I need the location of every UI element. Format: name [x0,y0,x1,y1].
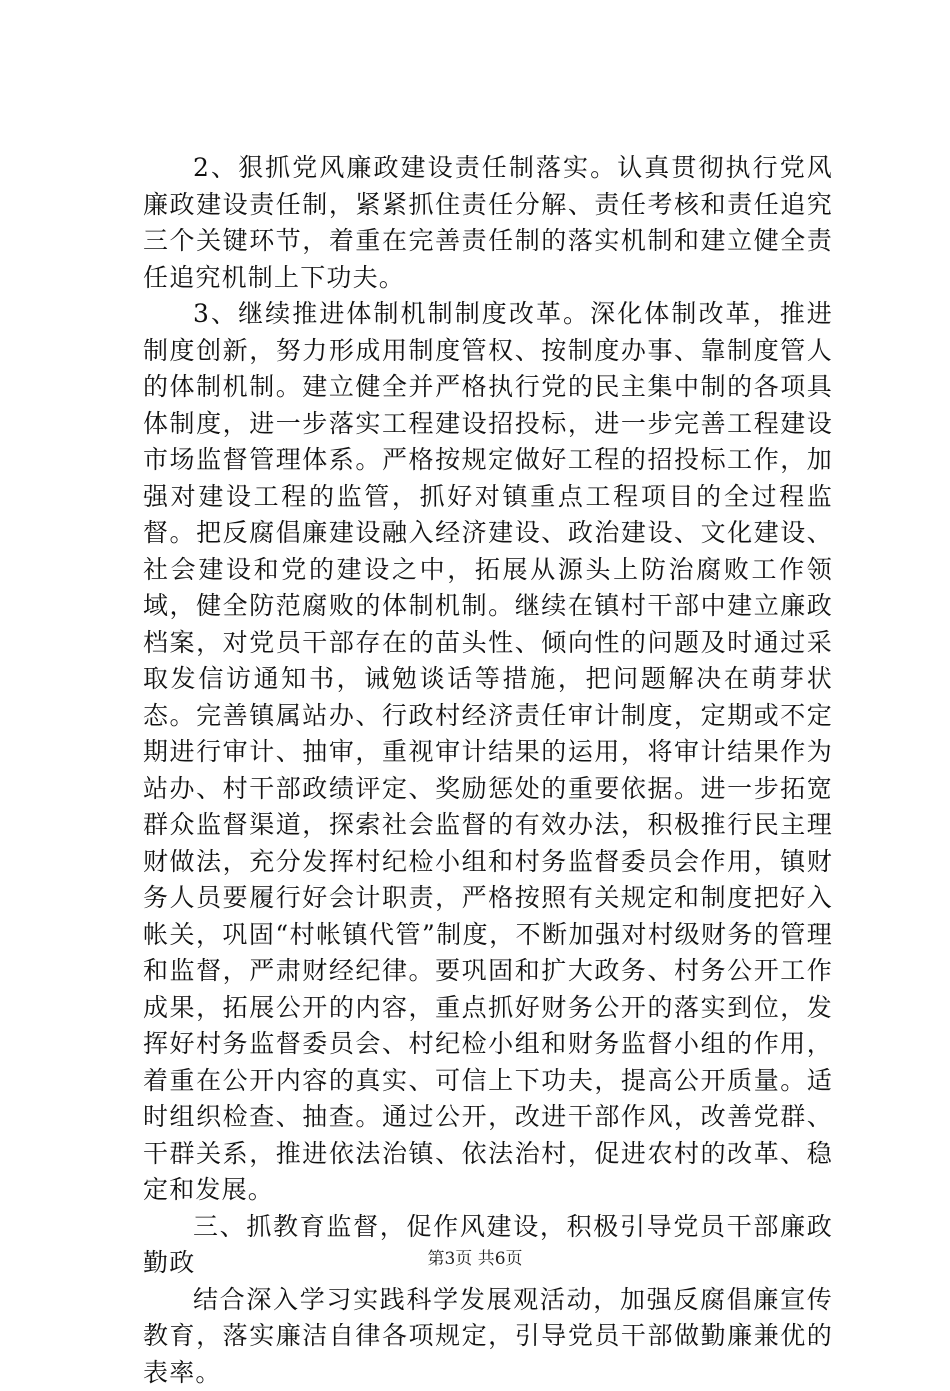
document-body [143,150,833,1391]
section-heading-education-supervision: 三、抓教育监督，促作风建设，积极引导党员干部廉政勤政 [143,1209,833,1282]
paragraph-responsibility-system: 2、狠抓党风廉政建设责任制落实。认真贯彻执行党风廉政建设责任制，紧紧抓住责任分解、责任考核和责任追究三个关键环节，着重在完善责任制的落实机制和建立健全责任追究机制上下功夫。 [143,150,833,296]
paragraph-education-supervision: 结合深入学习实践科学发展观活动，加强反腐倡廉宣传教育，落实廉洁自律各项规定，引导党员干部做勤廉兼优的表率。 [143,1282,833,1391]
page-footer: 第3页 共6页 [0,1244,950,1269]
paragraph-institutional-reform: 3、继续推进体制机制制度改革。深化体制改革，推进制度创新，努力形成用制度管权、按制度办事、靠制度管人的体制机制。建立健全并严格执行党的民主集中制的各项具体制度，进一步落实工程建设招投标，进一步完善工程建设市场监督管理体系。严格按规定做好工程的招投标工作，加强对建设工程的监管，抓好对镇重点工程项目的全过程监督。把反腐倡廉建设融入经济建设、政治建设、文化建设、社会建设和党的建设之中，拓展从源头上防治腐败工作领域，健全防范腐败的体制机制。继续在镇村干部中建立廉政档案，对党员干部存在的苗头性、倾向性的问题及时通过采取发信访通知书，诫勉谈话等措施，把问题解决在萌芽状态。完善镇属站办、行政村经济责任审计制度，定期或不定期进行审计、抽审，重视审计结果的运用，将审计结果作为站办、村干部政绩评定、奖励惩处的重要依据。进一步拓宽群众监督渠道，探索社会监督的有效办法，积极推行民主理财做法，充分发挥村纪检小组和村务监督委员会作用，镇财务人员要履行好会计职责，严格按照有关规定和制度把好入帐关，巩固“村帐镇代管”制度，不断加强对村级财务的管理和监督，严肃财经纪律。要巩固和扩大政务、村务公开工作成果，拓展公开的内容，重点抓好财务公开的落实到位，发挥好村务监督委员会、村纪检小组和财务监督小组的作用，着重在公开内容的真实、可信上下功夫，提高公开质量。适时组织检查、抽查。通过公开，改进干部作风，改善党群、干群关系，推进依法治镇、依法治村，促进农村的改革、稳定和发展。 [143,296,833,1209]
